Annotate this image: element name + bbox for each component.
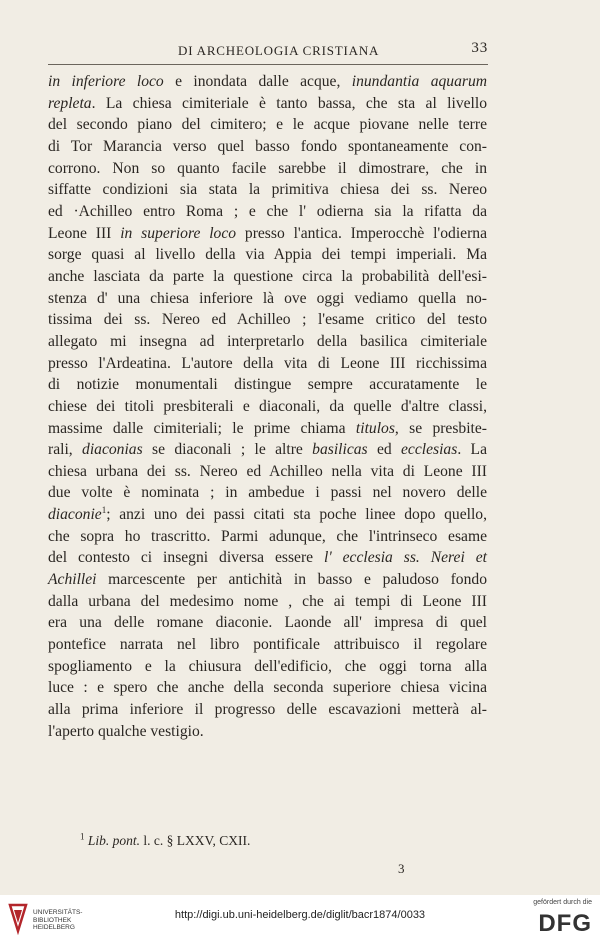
text-segment: Achillei xyxy=(48,571,97,589)
page-url-link[interactable]: http://digi.ub.uni-heidelberg.de/diglit/bacr1874/0033 xyxy=(174,909,426,921)
text-segment: presso l'antica. Imperocchè l'odierna xyxy=(236,224,488,242)
text-line xyxy=(48,374,487,396)
text-segment: del contesto ci insegni diversa essere xyxy=(48,549,325,567)
text-segment: era una delle romane diaconie. Laonde all' impresa di quel xyxy=(48,614,487,632)
text-segment: di notizie monumentali distingue sempre accuratamente le xyxy=(48,376,487,394)
viewer-footer xyxy=(0,895,600,943)
text-segment: del secondo piano del cimitero; e le acque piovane nelle terre xyxy=(48,116,487,134)
text-segment: marcescente per antichità in basso e paludoso fondo xyxy=(96,571,487,589)
text-segment: stenza d' una chiesa inferiore là ove oggi vediamo quella no- xyxy=(48,289,487,307)
text-segment: massime dalle cimiteriali; le prime chiama xyxy=(48,419,356,437)
text-line xyxy=(48,504,487,526)
body-text xyxy=(48,71,487,742)
text-segment: luce : e spero che anche della seconda superiore chiesa vicina xyxy=(48,679,487,697)
text-line xyxy=(48,418,487,440)
text-segment: diaconias xyxy=(82,441,143,459)
text-line xyxy=(48,71,487,93)
text-line xyxy=(48,591,487,613)
text-segment: alla prima inferiore il progresso delle escavazioni metterà al- xyxy=(48,701,487,719)
text-segment: repleta xyxy=(48,94,92,112)
footnote xyxy=(80,833,250,849)
text-line xyxy=(48,396,487,418)
funder-label: gefördert durch die xyxy=(533,899,592,906)
text-segment: . La xyxy=(457,441,487,459)
text-segment: l' ecclesia ss. Nerei et xyxy=(324,549,487,567)
text-segment: rali, xyxy=(48,441,83,459)
footnote-source: Lib. pont. xyxy=(87,833,141,848)
page-number: 33 xyxy=(471,40,488,56)
text-segment: titulos xyxy=(355,419,395,437)
text-segment: in inferiore loco xyxy=(48,73,164,90)
text-segment: spogliamento e la chiusura dell'edificio, che oggi torna alla xyxy=(48,657,487,675)
text-line xyxy=(48,201,487,223)
text-segment: basilicas xyxy=(312,441,368,459)
text-line xyxy=(48,612,487,634)
text-segment: di Tor Marancia verso quel basso fondo spontaneamente con- xyxy=(48,137,487,155)
text-segment: due volte è nominata ; in ambedue i passi nel novero delle xyxy=(48,484,487,502)
text-segment: dalla urbana del medesimo nome , che ai tempi di Leone III xyxy=(48,592,487,610)
text-segment: tissima dei ss. Nereo ed Achilleo ; l'esame critico del testo xyxy=(48,311,487,329)
signature-mark: 3 xyxy=(398,861,405,876)
footnote-ref-marker: 1 xyxy=(101,504,107,515)
footnote-reference: l. c. § LXXV, CXII. xyxy=(140,833,251,848)
text-line xyxy=(48,699,487,721)
text-segment: . La chiesa cimiteriale è tanto bassa, che sta al livello xyxy=(91,94,487,112)
text-line xyxy=(48,721,487,743)
text-line xyxy=(48,244,487,266)
text-segment: che sopra ho trascritto. Parmi adunque, che l'intrinseco esame xyxy=(48,527,487,545)
text-segment: , se presbite- xyxy=(394,419,488,437)
running-title: DI ARCHEOLOGIA CRISTIANA xyxy=(178,43,380,58)
text-line xyxy=(48,331,487,353)
text-line xyxy=(48,656,487,678)
text-segment: allegato mi insegna ad interpretarlo della basilica cimiteriale xyxy=(48,332,487,350)
university-library-name: UNIVERSITÄTS- BIBLIOTHEK HEIDELBERG xyxy=(33,909,83,931)
text-segment: ed xyxy=(367,441,402,459)
text-segment: siffatte condizioni sia stata la primitiva chiesa dei ss. Nereo xyxy=(48,181,487,199)
text-segment: pontefice narrata nel libro pontificale attribuisco il regolare xyxy=(48,636,487,654)
text-line xyxy=(48,136,487,158)
text-line xyxy=(48,677,487,699)
running-head xyxy=(48,38,488,65)
text-segment: Leone III xyxy=(48,224,121,242)
text-line xyxy=(48,353,487,375)
text-segment: in superiore loco xyxy=(120,224,237,242)
text-segment: ecclesias xyxy=(401,441,458,459)
text-segment: chiesa urbana dei ss. Nereo ed Achilleo nella vita di Leone III xyxy=(48,462,487,480)
text-line xyxy=(48,547,487,569)
dfg-logo: DFG xyxy=(538,910,592,937)
text-segment: chiese dei titoli presbiterali e diaconali, da quelle d'altre classi, xyxy=(48,397,487,415)
text-segment: corrono. Non so quanto facile sarebbe il dimostrare, che in xyxy=(48,159,487,177)
text-line xyxy=(48,634,487,656)
text-segment: ed ·Achilleo entro Roma ; e che l' odierna sia la rifatta da xyxy=(48,202,487,220)
text-line xyxy=(48,223,487,245)
text-line xyxy=(48,309,487,331)
text-line xyxy=(48,482,487,504)
text-line xyxy=(48,288,487,310)
text-segment: diaconie xyxy=(48,506,102,524)
text-line xyxy=(48,526,487,548)
text-segment: inundantia aquarum xyxy=(351,73,488,90)
text-line xyxy=(48,114,487,136)
text-segment: e inondata dalle acque, xyxy=(163,73,352,90)
text-segment: l'aperto qualche vestigio. xyxy=(48,722,204,740)
text-line xyxy=(48,93,487,115)
text-line xyxy=(48,158,487,180)
text-segment: se diaconali ; le altre xyxy=(142,441,313,459)
text-segment: presso l'Ardeatina. L'autore della vita di Leone III ricchissima xyxy=(48,354,487,372)
footnote-marker: 1 xyxy=(80,831,85,842)
text-line xyxy=(48,439,487,461)
text-line xyxy=(48,569,487,591)
text-line xyxy=(48,266,487,288)
text-segment: ; anzi uno dei passi citati sta poche linee dopo quello, xyxy=(106,506,487,524)
text-line xyxy=(48,461,487,483)
text-segment: sorge quasi al livello della via Appia dei tempi imperiali. Ma xyxy=(48,246,487,264)
text-line xyxy=(48,179,487,201)
text-segment: anche lasciata da parte la questione circa la probabilità dell'esi- xyxy=(48,267,487,285)
